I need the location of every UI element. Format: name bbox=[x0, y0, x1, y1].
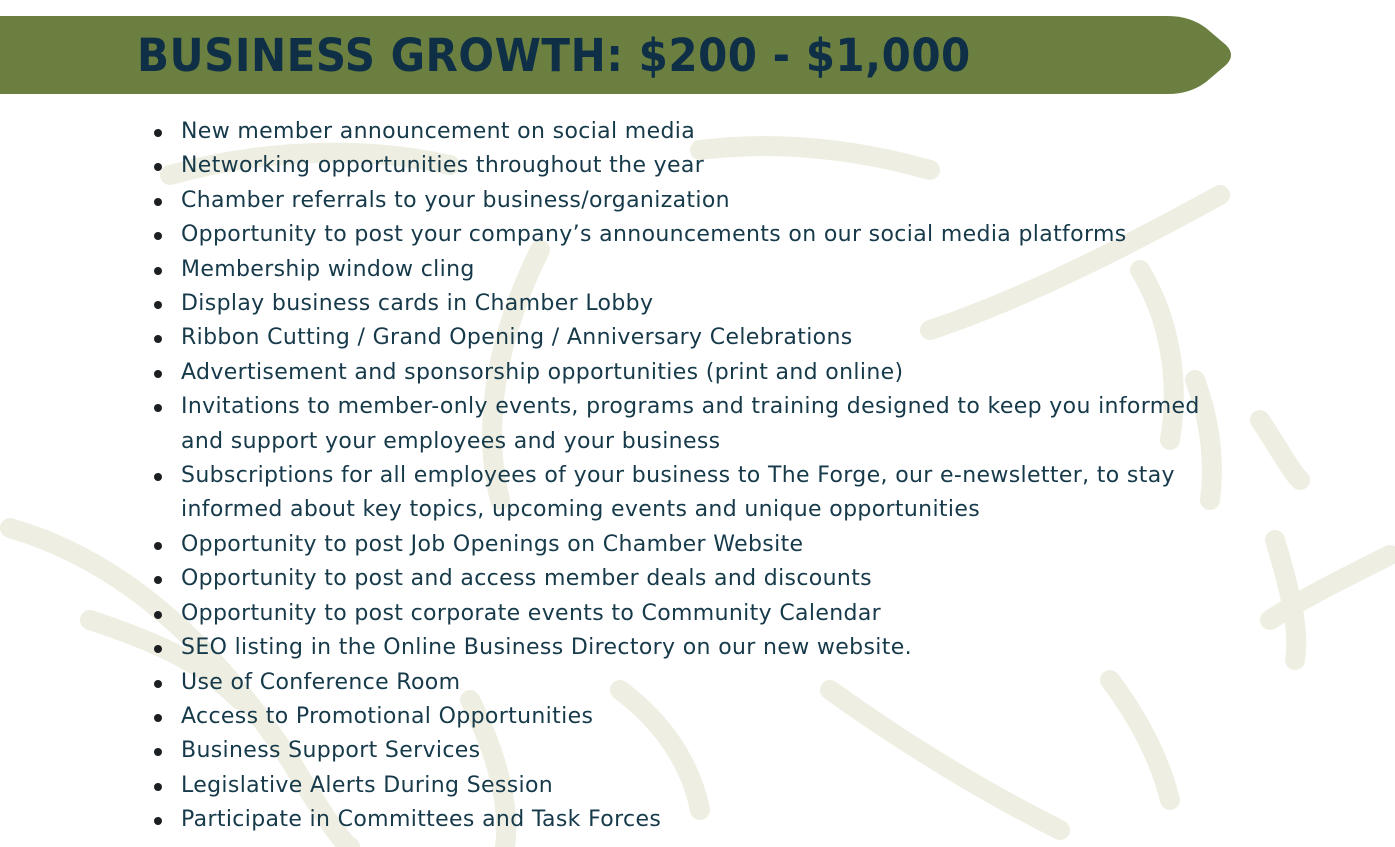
bullet-icon bbox=[154, 611, 162, 619]
bullet-icon bbox=[154, 576, 162, 584]
list-item-text: Display business cards in Chamber Lobby bbox=[181, 291, 654, 317]
list-item bbox=[150, 218, 1240, 252]
list-item-text: Ribbon Cutting / Grand Opening / Anniversary Celebrations bbox=[181, 325, 853, 351]
list-item-text: Legislative Alerts During Session bbox=[181, 772, 554, 798]
list-item bbox=[150, 253, 1240, 287]
bullet-icon bbox=[154, 680, 162, 688]
bullet-icon bbox=[154, 783, 162, 791]
bullet-icon bbox=[154, 335, 162, 343]
list-item-text: Chamber referrals to your business/organization bbox=[181, 187, 730, 213]
list-item bbox=[150, 321, 1240, 355]
list-item-text: New member announcement on social media bbox=[181, 119, 696, 144]
list-item bbox=[150, 631, 1240, 665]
bullet-icon bbox=[154, 232, 162, 240]
list-item-text: Opportunity to post corporate events to Community Calendar bbox=[181, 600, 882, 626]
bullet-icon bbox=[154, 129, 162, 137]
list-item-text: Opportunity to post and access member deals and discounts bbox=[181, 566, 872, 592]
list-item bbox=[150, 734, 1240, 768]
list-item bbox=[150, 666, 1240, 700]
list-item-text: Advertisement and sponsorship opportunities (print and online) bbox=[181, 359, 904, 385]
list-item bbox=[150, 803, 1240, 837]
list-item-text: Opportunity to post your company’s announcements on our social media platforms bbox=[181, 222, 1127, 248]
list-item bbox=[150, 562, 1240, 596]
benefits-list bbox=[150, 115, 1240, 838]
bullet-icon bbox=[154, 267, 162, 275]
bullet-icon bbox=[154, 748, 162, 756]
bullet-icon bbox=[154, 301, 162, 309]
bullet-icon bbox=[154, 404, 162, 412]
bullet-icon bbox=[154, 473, 162, 481]
list-item bbox=[150, 149, 1240, 183]
list-item-text: SEO listing in the Online Business Directory on our new website. bbox=[181, 635, 912, 661]
list-item-text: Membership window cling bbox=[181, 256, 475, 282]
list-item bbox=[150, 184, 1240, 218]
list-item-text: Access to Promotional Opportunities bbox=[181, 703, 594, 729]
list-item bbox=[150, 597, 1240, 631]
section-banner bbox=[0, 16, 1234, 94]
list-item-text: Networking opportunities throughout the year bbox=[181, 153, 705, 179]
list-item-text: Participate in Committees and Task Forces bbox=[181, 807, 662, 833]
list-item-text: Invitations to member-only events, programs and training designed to keep you informed and support your employees and your business bbox=[181, 394, 1200, 454]
bullet-icon bbox=[154, 198, 162, 206]
list-item bbox=[150, 115, 1240, 149]
banner-title: BUSINESS GROWTH: $200 - $1,000 bbox=[137, 29, 971, 82]
list-item bbox=[150, 356, 1240, 390]
list-item-text: Business Support Services bbox=[181, 738, 481, 764]
bullet-icon bbox=[154, 645, 162, 653]
bullet-icon bbox=[154, 817, 162, 825]
list-item bbox=[150, 459, 1240, 528]
list-item bbox=[150, 700, 1240, 734]
list-item bbox=[150, 287, 1240, 321]
list-item-text: Use of Conference Room bbox=[181, 669, 461, 695]
list-item bbox=[150, 528, 1240, 562]
list-item bbox=[150, 390, 1240, 459]
list-item bbox=[150, 769, 1240, 803]
bullet-icon bbox=[154, 163, 162, 171]
bullet-icon bbox=[154, 714, 162, 722]
bullet-icon bbox=[154, 542, 162, 550]
list-item-text: Opportunity to post Job Openings on Chamber Website bbox=[181, 531, 804, 557]
bullet-icon bbox=[154, 370, 162, 378]
list-item-text: Subscriptions for all employees of your business to The Forge, our e-newsletter, to stay informed about key topics, upcoming events and unique opportunities bbox=[181, 463, 1175, 523]
